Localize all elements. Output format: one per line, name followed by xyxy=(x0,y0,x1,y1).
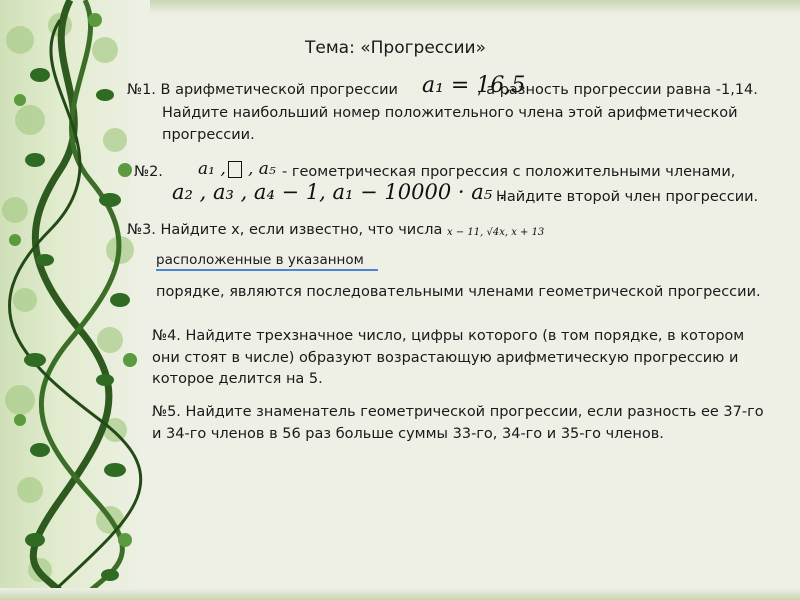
task3-underline xyxy=(156,269,378,271)
bottom-border xyxy=(0,588,800,600)
task3-line2: расположенные в указанном xyxy=(156,252,364,268)
task3-formula: x − 11, √4x, x + 13 xyxy=(447,227,545,238)
task4-line1: №4. Найдите трехзначное число, цифры которого (в том порядке, в котором xyxy=(152,328,745,344)
task3-line3: порядке, являются последовательными членами геометрической прогрессии. xyxy=(156,284,761,300)
task5-line1: №5. Найдите знаменатель геометрической прогрессии, если разность ее 37-го xyxy=(152,404,764,420)
task3-line1: №3. Найдите x, если известно, что числа xyxy=(127,222,443,238)
task1-line1-right: , а разность прогрессии равна -1,14. xyxy=(477,82,758,98)
task1-line3: прогрессии. xyxy=(162,127,255,143)
slide-title: Тема: «Прогрессии» xyxy=(305,38,486,58)
task1-line1-left: №1. В арифметической прогрессии xyxy=(127,82,398,98)
task4-line2: они стоят в числе) образуют возрастающую арифметическую прогрессию и xyxy=(152,350,739,366)
task1-formula: a₁ = 16,5 xyxy=(422,73,526,98)
task4-line3: которое делится на 5. xyxy=(152,371,323,387)
task2-formula-a1 xyxy=(198,159,242,179)
placeholder-box-icon xyxy=(228,161,242,178)
task2-text1: - геометрическая прогрессия с положительными членами, xyxy=(282,164,736,180)
task5-line2: и 34-го членов в 56 раз больше суммы 33-го, 34-го и 35-го членов. xyxy=(152,426,664,442)
task2-formula2: a₂ , a₃ , a₄ − 1, a₁ − 10000 · a₅ . xyxy=(172,180,506,204)
task2-text2: Найдите второй член прогрессии. xyxy=(496,189,759,205)
task2-formula1-text: a₁ , xyxy=(198,159,226,179)
task2-label: №2. xyxy=(134,164,163,180)
task2-formula-a5: , a₅ xyxy=(248,159,276,179)
task1-line2: Найдите наибольший номер положительного члена этой арифметической xyxy=(162,105,738,121)
